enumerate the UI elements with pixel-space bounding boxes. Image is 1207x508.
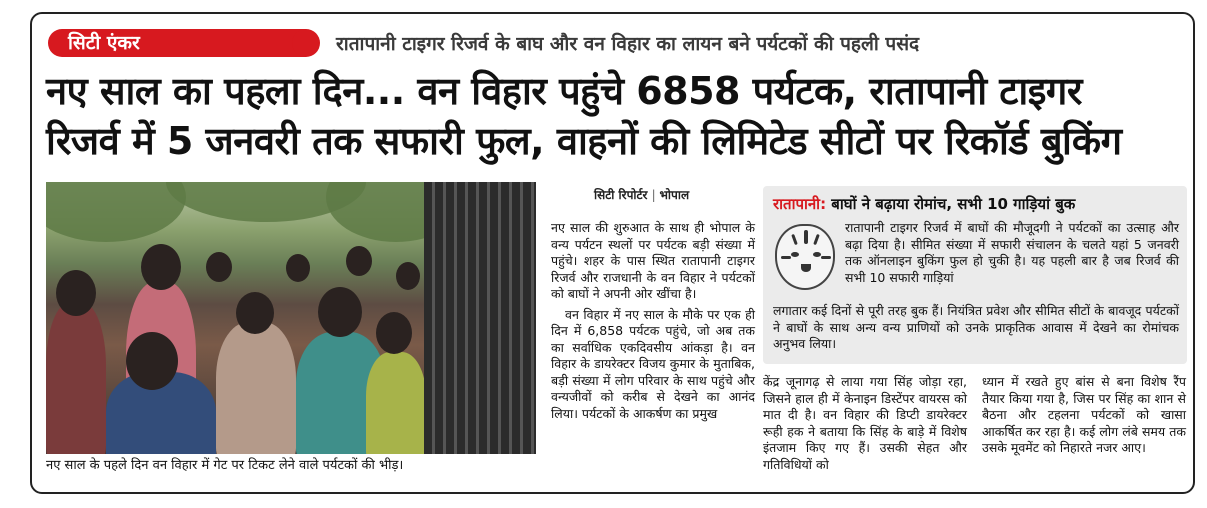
ticket-gate (424, 182, 536, 454)
article-column-3: ध्यान में रखते हुए बांस से बना विशेष रैंप तैयार किया गया है, जिस पर सिंह का शान से बैठना और टहलना पर्यटकों को खासा आकर्षित कर रहा है। कई लोग लंबे समय तक उसके मूवमेंट को निहारते नजर आए। (982, 374, 1186, 455)
side-box-title (773, 194, 1075, 214)
byline-city: भोपाल (659, 188, 690, 202)
byline-reporter: सिटी रिपोर्टर (594, 188, 648, 202)
tiger-face-icon (775, 224, 835, 290)
article-paragraph-1: नए साल की शुरुआत के साथ ही भोपाल के वन्य पर्यटन स्थलों पर पर्यटक बड़ी संख्या में पहुंचे। शहर के पास स्थित रातापानी टाइगर रिजर्व और राजधानी के वन विहार ने पर्यटकों को बाघों ने अपनी ओर खींचा है। (551, 220, 755, 301)
article-paragraph-2: वन विहार में नए साल के मौके पर एक ही दिन में 6,858 पर्यटक पहुंचे, जो अब तक का सर्वाधिक एकदिवसीय आंकड़ा है। वन विहार के डायरेक्टर विजय कुमार के मुताबिक, बड़ी संख्या में लोग परिवार के साथ पहुंचे और वन्यजीवों को करीब से देखने का आनंद लिया। पर्यटकों के आकर्षण का प्रमुख (551, 306, 755, 421)
side-box (763, 186, 1187, 364)
crowd-photo (46, 182, 536, 454)
section-kicker: सिटी एंकर (48, 29, 306, 57)
headline-line-2: रिजर्व में 5 जनवरी तक सफारी फुल, वाहनों की लिमिटेड सीटों पर रिकॉर्ड बुकिंग (46, 119, 1122, 163)
kicker-subheading: रातापानी टाइगर रिजर्व के बाघ और वन विहार का लायन बने पर्यटकों की पहली पसंद (336, 33, 920, 55)
kicker-row (48, 28, 919, 58)
headline (46, 66, 1186, 166)
byline: सिटी रिपोर्टर | भोपाल (594, 188, 690, 202)
side-box-text-1: रातापानी टाइगर रिजर्व में बाघों की मौजूदगी ने पर्यटकों का उत्साह और बढ़ा दिया है। सीमित संख्या में सफारी संचालन के चलते यहां 5 जनवरी तक ऑनलाइन बुकिंग फुल हो चुकी है। यह पहली बार है जब रिजर्व की सभी 10 सफारी गाड़ियां (845, 220, 1179, 285)
side-box-title-text: बाघों ने बढ़ाया रोमांच, सभी 10 गाड़ियां बुक (826, 195, 1076, 213)
side-box-title-label: रातापानी: (773, 195, 827, 213)
news-clipping (30, 12, 1195, 494)
photo-caption: नए साल के पहले दिन वन विहार में गेट पर टिकट लेने वाले पर्यटकों की भीड़। (46, 458, 404, 473)
side-box-text-2: लगातार कई दिनों से पूरी तरह बुक हैं। नियंत्रित प्रवेश और सीमित सीटों के बावजूद पर्यटकों ने बाघों के साथ अन्य वन्य प्राणियों को उनके प्राकृतिक आवास में देखने का रोमांचक अनुभव लिया। (773, 303, 1179, 351)
article-column-2: केंद्र जूनागढ़ से लाया गया सिंह जोड़ा रहा, जिसने हाल ही में केनाइन डिस्टेंपर वायरस को मात दी है। वन विहार की डिप्टी डायरेक्टर रूही हक ने बताया कि सिंह के बाड़े में विशेष इंतजाम किए गए हैं। उसकी सेहत और गतिविधियों को (763, 374, 967, 472)
article-column-1 (551, 220, 755, 422)
headline-line-1: नए साल का पहला दिन... वन विहार पहुंचे 6858 पर्यटक, रातापानी टाइगर (46, 69, 1082, 113)
